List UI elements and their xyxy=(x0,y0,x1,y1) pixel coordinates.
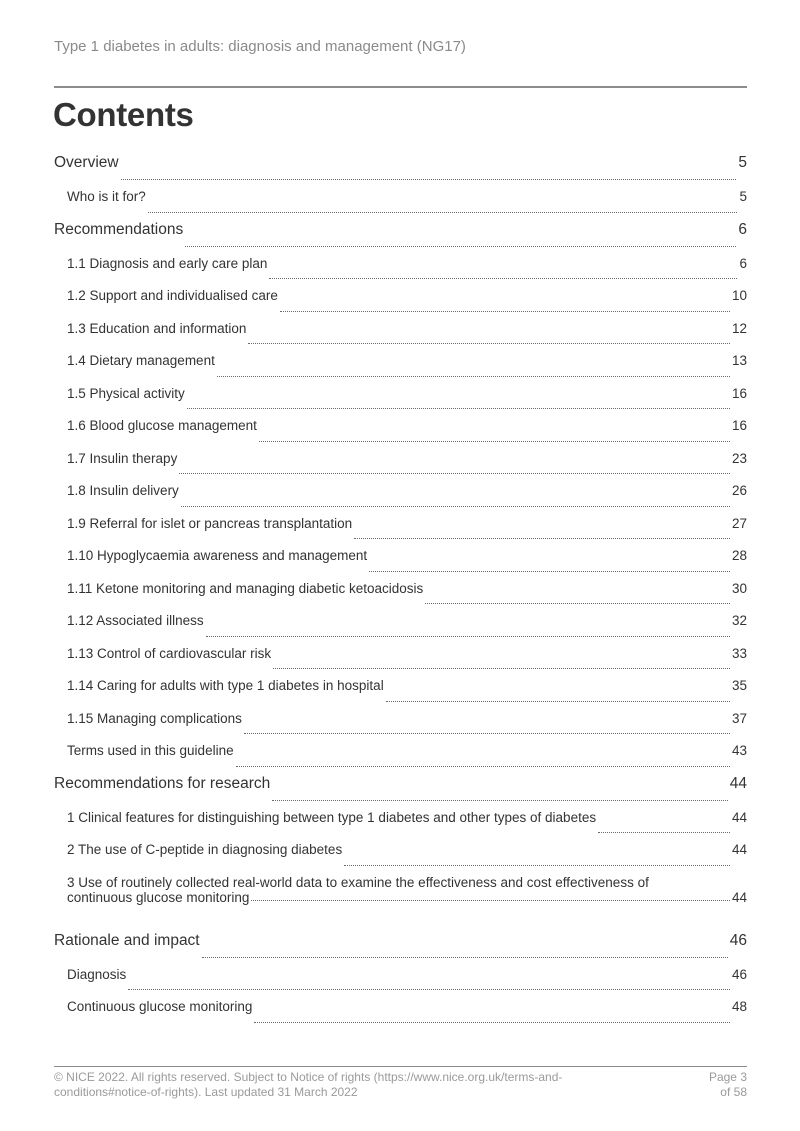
toc-entry-label: 1.10 Hypoglycaemia awareness and management xyxy=(67,548,368,563)
dot-leader xyxy=(248,342,730,344)
toc-entry-label: Rationale and impact xyxy=(54,931,200,949)
toc-entry-label-line-1: 3 Use of routinely collected real-world data to examine the effectiveness and cost effectiveness of xyxy=(67,874,649,890)
toc-entry-page: 27 xyxy=(731,515,747,531)
toc-entry-page: 10 xyxy=(731,288,747,303)
copyright-line-1: © NICE 2022. All rights reserved. Subject to Notice of rights (https://www.nice.org.uk/terms-and- xyxy=(54,1070,563,1084)
toc-entry-page: 44 xyxy=(729,774,747,792)
toc-entry-page: 46 xyxy=(729,931,747,949)
toc-subsection-entry[interactable] xyxy=(54,283,747,316)
toc-section-entry[interactable] xyxy=(54,150,747,184)
toc-subsection-entry[interactable] xyxy=(54,870,747,928)
toc-entry-label: 1.15 Managing complications xyxy=(67,710,242,726)
toc-subsection-entry[interactable] xyxy=(54,576,747,609)
toc-subsection-entry[interactable] xyxy=(54,413,747,446)
copyright-notice xyxy=(54,1070,614,1100)
toc-entry-label: 1.14 Caring for adults with type 1 diabetes in hospital xyxy=(67,678,384,693)
toc-entry-page: 5 xyxy=(738,154,747,171)
toc-entry-page: 12 xyxy=(731,320,747,336)
toc-subsection-entry[interactable] xyxy=(54,543,747,576)
toc-entry-label: Overview xyxy=(54,154,119,171)
toc-entry-label: 1.8 Insulin delivery xyxy=(67,483,179,498)
toc-entry-label: Terms used in this guideline xyxy=(67,743,234,758)
table-of-contents xyxy=(54,150,747,1027)
toc-subsection-entry[interactable] xyxy=(54,673,747,706)
page-number-line-1: Page 3 xyxy=(708,1070,747,1084)
toc-subsection-entry[interactable] xyxy=(54,381,747,414)
toc-entry-label: 1.3 Education and information xyxy=(67,320,247,336)
dot-leader xyxy=(272,799,728,801)
toc-entry-page: 37 xyxy=(731,710,747,726)
toc-entry-page: 16 xyxy=(731,418,747,433)
toc-entry-page: 35 xyxy=(731,678,747,693)
toc-entry-page: 23 xyxy=(731,450,747,466)
dot-leader xyxy=(354,537,730,539)
toc-subsection-entry[interactable] xyxy=(54,738,747,771)
dot-leader xyxy=(128,988,730,990)
toc-subsection-entry[interactable] xyxy=(54,478,747,511)
toc-entry-page: 5 xyxy=(739,189,747,204)
toc-subsection-entry[interactable] xyxy=(54,962,747,995)
dot-leader xyxy=(259,440,730,442)
dot-leader xyxy=(280,310,730,312)
toc-entry-page: 46 xyxy=(731,966,747,982)
dot-leader xyxy=(244,732,730,734)
toc-entry-label: continuous glucose monitoring xyxy=(67,889,250,905)
toc-subsection-entry[interactable] xyxy=(54,511,747,544)
toc-entry-label: Recommendations for research xyxy=(54,774,271,792)
toc-entry-page: 6 xyxy=(738,220,747,238)
toc-entry-line-2 xyxy=(67,890,747,905)
toc-entry-page: 43 xyxy=(731,743,747,758)
toc-entry-label: Who is it for? xyxy=(67,189,146,204)
toc-entry-page: 33 xyxy=(731,645,747,661)
dot-leader xyxy=(251,899,730,901)
toc-section-entry[interactable] xyxy=(54,217,747,251)
dot-leader xyxy=(254,1021,730,1023)
dot-leader xyxy=(369,570,730,572)
toc-entry-label: Diagnosis xyxy=(67,966,127,982)
toc-entry-label: 1.4 Dietary management xyxy=(67,353,215,368)
dot-leader xyxy=(217,375,730,377)
toc-subsection-entry[interactable] xyxy=(54,348,747,381)
toc-entry-page: 6 xyxy=(739,255,747,271)
dot-leader xyxy=(206,635,730,637)
page-number-line-2: of 58 xyxy=(720,1085,747,1099)
toc-entry-label: 1.6 Blood glucose management xyxy=(67,418,257,433)
toc-section-entry[interactable] xyxy=(54,771,747,805)
toc-entry-label: Recommendations xyxy=(54,220,184,238)
dot-leader xyxy=(185,245,736,247)
toc-subsection-entry[interactable] xyxy=(54,994,747,1027)
toc-entry-page: 44 xyxy=(731,809,747,825)
toc-entry-label: 1.9 Referral for islet or pancreas transplantation xyxy=(67,515,353,531)
toc-entry-label: 1.1 Diagnosis and early care plan xyxy=(67,255,268,271)
toc-subsection-entry[interactable] xyxy=(54,251,747,284)
toc-entry-page: 26 xyxy=(731,483,747,498)
toc-subsection-entry[interactable] xyxy=(54,316,747,349)
toc-entry-page: 48 xyxy=(731,999,747,1014)
toc-entry-label: Continuous glucose monitoring xyxy=(67,999,253,1014)
toc-entry-label: 1.7 Insulin therapy xyxy=(67,450,178,466)
page-title: Contents xyxy=(53,96,194,133)
page-number xyxy=(677,1070,747,1100)
dot-leader xyxy=(236,765,730,767)
toc-entry-page: 16 xyxy=(731,385,747,401)
toc-section-entry[interactable] xyxy=(54,928,747,962)
toc-subsection-entry[interactable] xyxy=(54,641,747,674)
toc-entry-label: 1.13 Control of cardiovascular risk xyxy=(67,645,272,661)
toc-entry-page: 30 xyxy=(731,580,747,596)
dot-leader xyxy=(269,277,737,279)
toc-subsection-entry[interactable] xyxy=(54,608,747,641)
dot-leader xyxy=(148,211,738,213)
toc-entry-page: 32 xyxy=(731,613,747,628)
toc-entry-page: 44 xyxy=(731,889,747,905)
toc-subsection-entry[interactable] xyxy=(54,706,747,739)
toc-subsection-entry[interactable] xyxy=(54,837,747,870)
dot-leader xyxy=(344,864,730,866)
dot-leader xyxy=(598,831,730,833)
toc-entry-label: 1 Clinical features for distinguishing between type 1 diabetes and other types of diabetes xyxy=(67,809,597,825)
toc-entry-label: 1.11 Ketone monitoring and managing diabetic ketoacidosis xyxy=(67,580,424,596)
toc-entry-label: 1.2 Support and individualised care xyxy=(67,288,278,303)
toc-subsection-entry[interactable] xyxy=(54,805,747,838)
toc-entry-label: 1.12 Associated illness xyxy=(67,613,204,628)
dot-leader xyxy=(181,505,730,507)
toc-entry-page: 44 xyxy=(731,842,747,857)
toc-entry-label: 1.5 Physical activity xyxy=(67,385,185,401)
toc-entry-page: 28 xyxy=(731,548,747,563)
dot-leader xyxy=(425,602,730,604)
dot-leader xyxy=(187,407,730,409)
document-header-title: Type 1 diabetes in adults: diagnosis and management (NG17) xyxy=(54,38,466,55)
dot-leader xyxy=(202,956,728,958)
page-footer xyxy=(54,1066,747,1099)
dot-leader xyxy=(179,472,730,474)
dot-leader xyxy=(121,178,737,180)
toc-entry-label: 2 The use of C-peptide in diagnosing diabetes xyxy=(67,842,343,857)
toc-subsection-entry[interactable] xyxy=(54,184,747,217)
dot-leader xyxy=(273,667,730,669)
copyright-line-2: conditions#notice-of-rights). Last updated 31 March 2022 xyxy=(54,1085,358,1099)
toc-subsection-entry[interactable] xyxy=(54,446,747,479)
header-divider xyxy=(54,86,747,88)
dot-leader xyxy=(386,700,730,702)
toc-entry-page: 13 xyxy=(731,353,747,368)
